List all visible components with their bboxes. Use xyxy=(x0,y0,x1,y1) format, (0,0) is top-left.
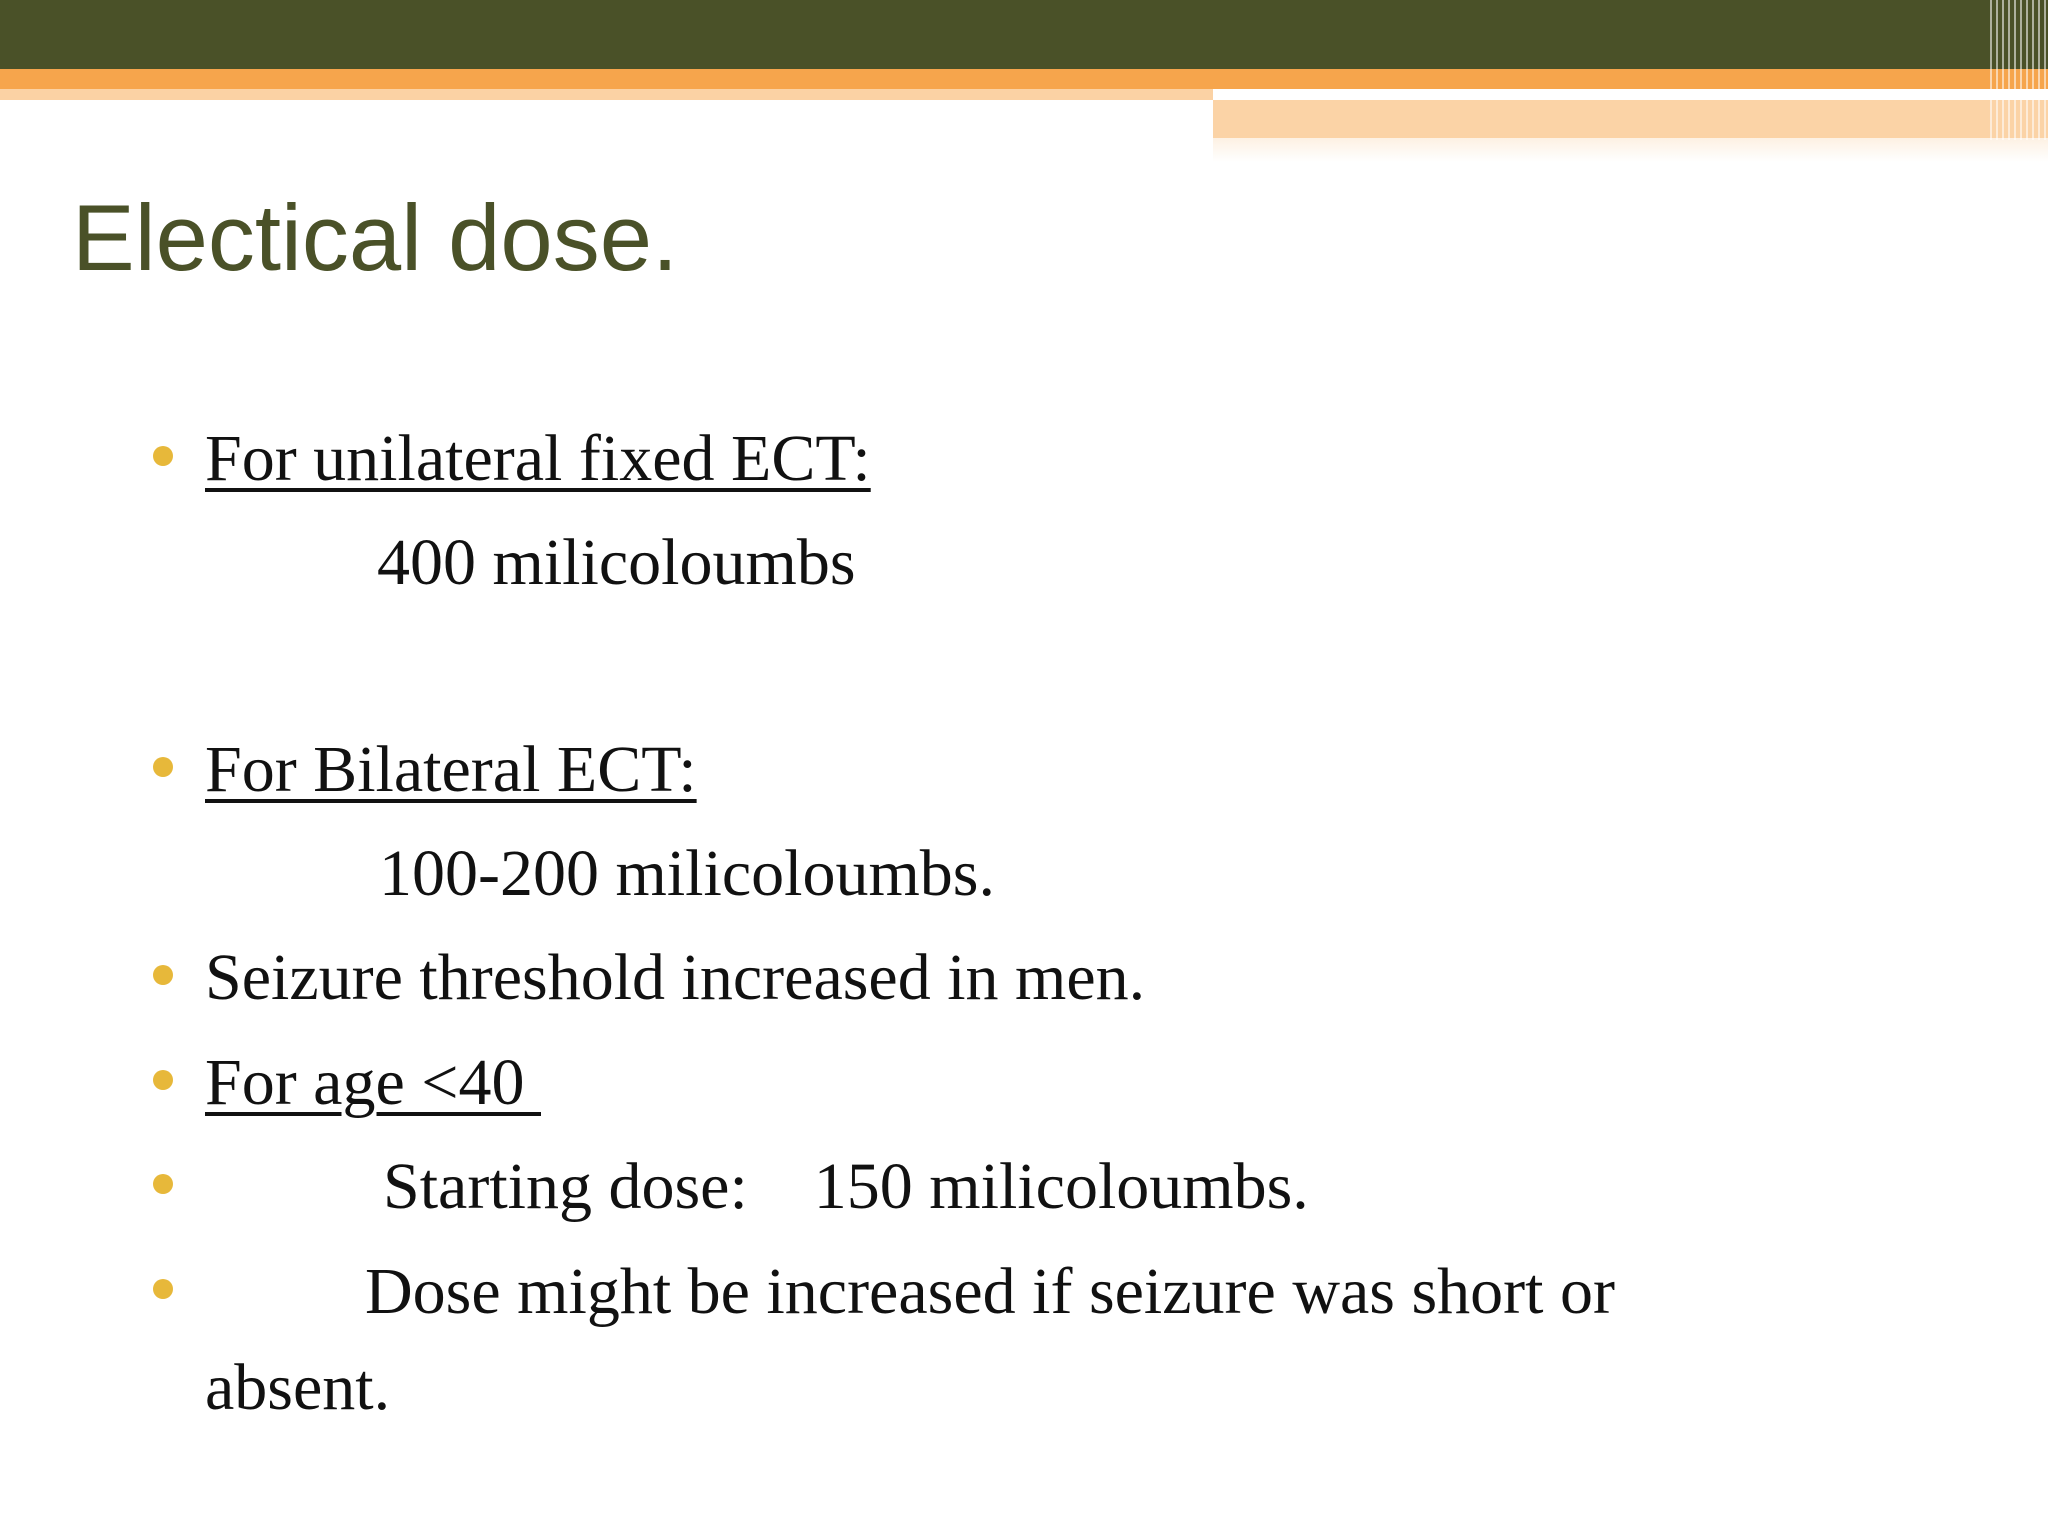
bullet-starting-dose: Starting dose: 150 milicoloumbs. xyxy=(383,1150,1309,1223)
bullet-dot xyxy=(153,1174,173,1194)
header-bar-orange-light xyxy=(0,89,1213,100)
bullet-dot xyxy=(153,1070,173,1090)
header-stripes xyxy=(1990,0,2048,140)
bullet-dot xyxy=(153,1279,173,1299)
header-bar-orange xyxy=(0,69,2048,89)
header-bar-peach xyxy=(1213,100,2048,138)
bullet-dot xyxy=(153,446,173,466)
dose-increase-continuation: absent. xyxy=(205,1351,391,1424)
bullet-dot xyxy=(153,757,173,777)
header-bar-peach-fade xyxy=(1213,138,2048,162)
bullet-dot xyxy=(153,965,173,985)
bullet-seizure-threshold: Seizure threshold increased in men. xyxy=(205,941,1146,1014)
slide-title: Electical dose. xyxy=(72,185,679,290)
bullet-dose-increase: Dose might be increased if seizure was short or xyxy=(365,1255,1615,1328)
bullet-unilateral-heading: For unilateral fixed ECT: xyxy=(205,422,871,495)
bullet-bilateral-heading: For Bilateral ECT: xyxy=(205,733,697,806)
header-bar-dark xyxy=(0,0,2048,69)
unilateral-dose-value: 400 milicoloumbs xyxy=(377,526,856,599)
bullet-age-heading: For age <40 xyxy=(205,1046,541,1119)
bilateral-dose-value: 100-200 milicoloumbs. xyxy=(379,837,995,910)
